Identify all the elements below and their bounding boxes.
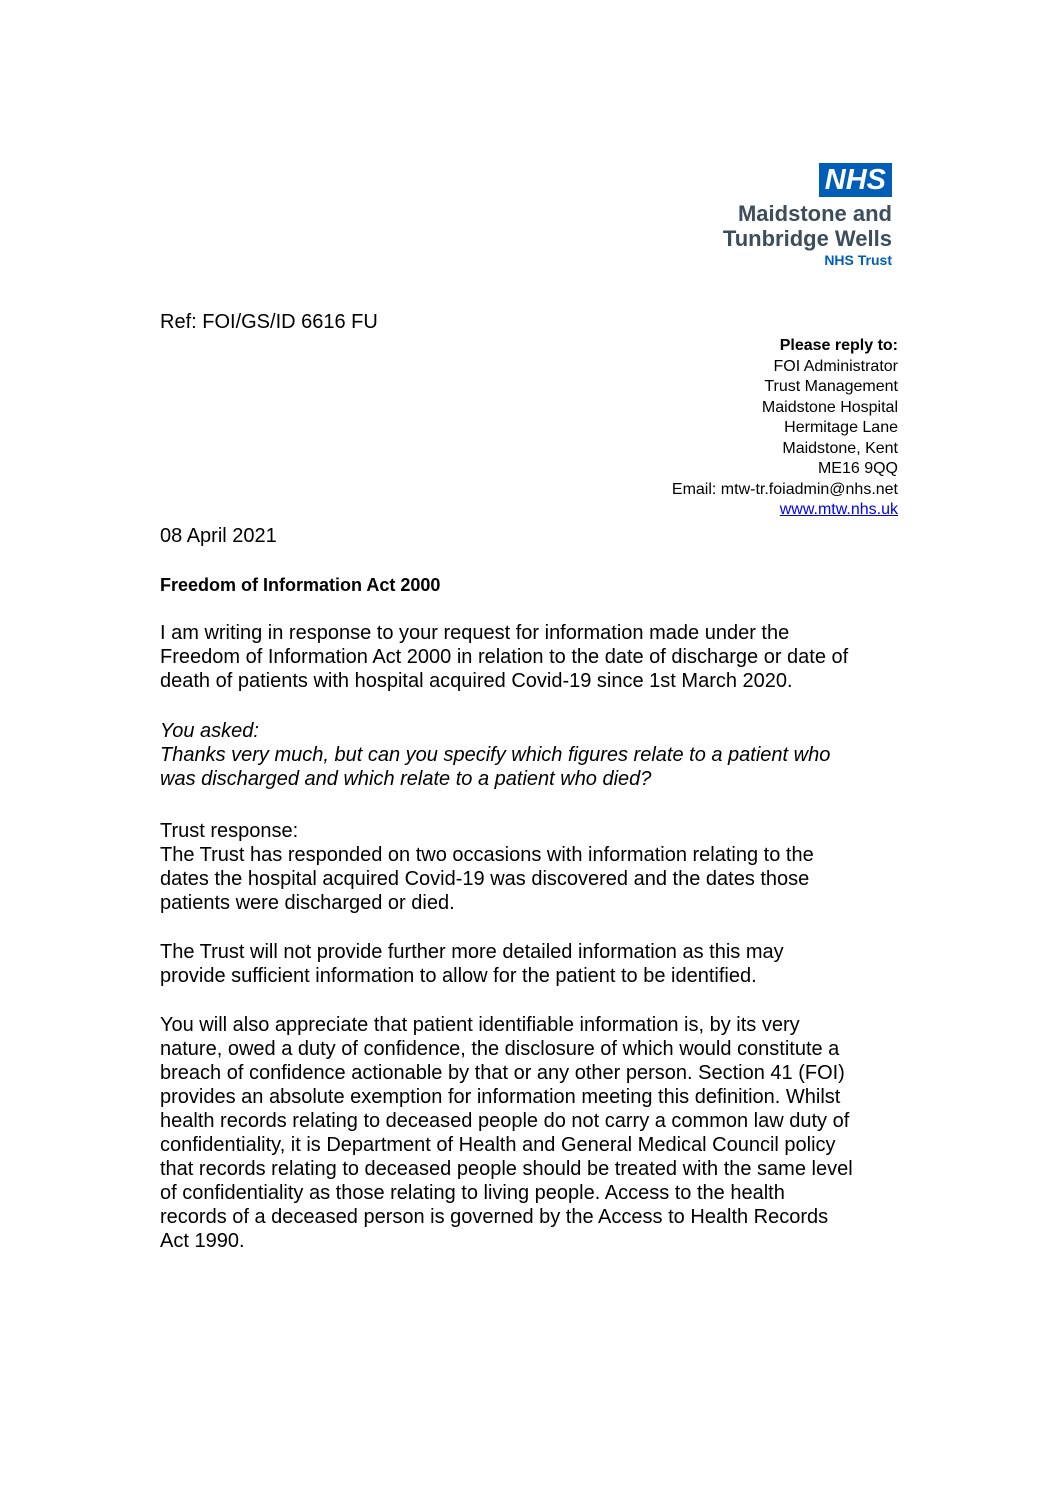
confidence-line: breach of confidence actionable by that or any other person. Section 41 (FOI)	[160, 1062, 845, 1084]
reply-to-email: Email: mtw-tr.foiadmin@nhs.net	[671, 480, 898, 498]
confidence-line: of confidentiality as those relating to living people. Access to the health	[160, 1182, 785, 1204]
response-line: The Trust has responded on two occasions with information relating to the	[160, 844, 814, 866]
reply-to-line: Maidstone, Kent	[782, 439, 898, 457]
confidence-line: records of a deceased person is governed by the Access to Health Records	[160, 1206, 829, 1228]
reply-to-line: Trust Management	[764, 378, 898, 395]
reply-to-line: FOI Administrator	[773, 357, 898, 375]
question-label: You asked:	[160, 720, 259, 742]
question-line: was discharged and which relate to a patient who died?	[160, 768, 652, 790]
intro-line: death of patients with hospital acquired Covid-19 since 1st March 2020.	[160, 670, 793, 692]
question-line: Thanks very much, but can you specify which figures relate to a patient who	[160, 744, 831, 766]
intro-line: Freedom of Information Act 2000 in relation to the date of discharge or date of	[160, 646, 849, 668]
reference-number: Ref: FOI/GS/ID 6616 FU	[160, 311, 378, 333]
letter-heading: Freedom of Information Act 2000	[160, 575, 441, 595]
reply-to-block	[672, 336, 898, 521]
website-link[interactable]: www.mtw.nhs.uk	[779, 501, 898, 518]
intro-line: I am writing in response to your request for information made under the	[160, 622, 790, 644]
reply-to-line: Hermitage Lane	[784, 419, 898, 436]
letter-date: 08 April 2021	[160, 525, 277, 547]
question-paragraph	[160, 719, 920, 791]
logo-line-1: Maidstone and	[737, 201, 892, 226]
confidence-line: provides an absolute exemption for information meeting this definition. Whilst	[160, 1086, 841, 1108]
logo-line-2: Tunbridge Wells	[722, 226, 892, 251]
trust-logo	[632, 163, 892, 269]
confidence-line: You will also appreciate that patient identifiable information is, by its very	[160, 1014, 800, 1036]
nhs-badge: NHS	[819, 163, 892, 197]
intro-paragraph	[160, 621, 920, 693]
response-line: dates the hospital acquired Covid-19 was discovered and the dates those	[160, 868, 810, 890]
confidence-line: confidentiality, it is Department of Health and General Medical Council policy	[160, 1134, 836, 1156]
confidence-line: that records relating to deceased people should be treated with the same level	[160, 1158, 853, 1180]
further-line: provide sufficient information to allow for the patient to be identified.	[160, 965, 757, 987]
confidence-line: health records relating to deceased people do not carry a common law duty of	[160, 1110, 850, 1132]
reply-to-line: Maidstone Hospital	[761, 398, 898, 416]
response-line: patients were discharged or died.	[160, 892, 455, 914]
confidentiality-paragraph	[160, 1013, 920, 1253]
confidence-line: nature, owed a duty of confidence, the disclosure of which would constitute a	[160, 1038, 840, 1060]
confidence-line: Act 1990.	[160, 1230, 245, 1252]
reply-to-line: ME16 9QQ	[817, 460, 898, 477]
response-paragraph	[160, 819, 920, 915]
further-line: The Trust will not provide further more detailed information as this may	[160, 941, 784, 963]
further-info-paragraph	[160, 940, 920, 988]
reply-to-heading: Please reply to:	[779, 337, 898, 354]
response-label: Trust response:	[160, 820, 299, 842]
logo-line-3: NHS Trust	[824, 252, 892, 268]
